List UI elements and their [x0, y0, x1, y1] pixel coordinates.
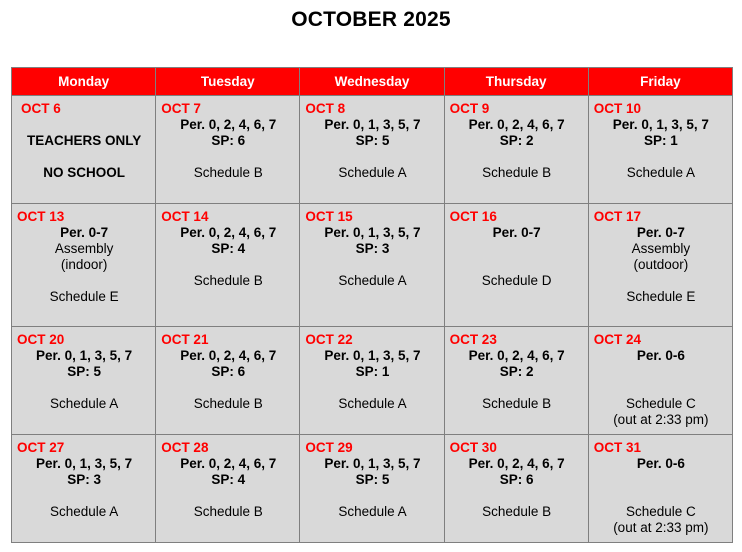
line-spacer: [594, 364, 728, 380]
line-spacer: [17, 117, 151, 133]
day-cell-content: [300, 204, 443, 289]
day-detail-line: Assembly: [54, 241, 114, 256]
day-cell-content: [445, 327, 588, 412]
day-cell-content: [589, 204, 732, 305]
calendar-week-row: [12, 204, 733, 327]
day-cell-content: [12, 96, 155, 181]
day-date-label: OCT 30: [449, 440, 497, 455]
day-detail-line: Schedule A: [49, 504, 119, 519]
day-detail-line: (out at 2:33 pm): [613, 520, 709, 535]
day-detail-line: Schedule A: [338, 396, 407, 411]
day-detail-line: SP: 3: [67, 472, 101, 487]
day-detail-line: Schedule B: [193, 165, 263, 180]
day-detail-line: Per. 0, 1, 3, 5, 7: [324, 117, 421, 132]
day-date-label: OCT 7: [161, 101, 201, 116]
line-spacer: [305, 257, 439, 273]
day-date-label: OCT 23: [449, 332, 497, 347]
day-detail-line: (indoor): [60, 257, 108, 272]
day-date-label: OCT 16: [449, 209, 497, 224]
day-detail-line: Per. 0, 2, 4, 6, 7: [468, 456, 565, 471]
day-detail-line: Schedule C: [625, 504, 696, 519]
day-cell-content: [300, 327, 443, 412]
day-detail-line: Schedule E: [626, 289, 696, 304]
calendar-day-cell: [588, 204, 732, 327]
calendar-day-cell: [156, 327, 300, 435]
calendar-day-cell: [12, 204, 156, 327]
page-title: OCTOBER 2025: [291, 8, 451, 31]
day-cell-content: [156, 96, 299, 181]
weekday-header-row: [12, 68, 733, 96]
day-cell-content: [12, 204, 155, 305]
day-detail-line: Schedule A: [338, 165, 407, 180]
line-spacer: [305, 149, 439, 165]
day-date-label: OCT 13: [17, 209, 65, 224]
day-detail-line: Per. 0-7: [636, 225, 685, 240]
day-detail-line: TEACHERS ONLY: [26, 133, 142, 148]
day-date-label: OCT 8: [305, 101, 346, 116]
day-detail-line: Schedule A: [49, 396, 119, 411]
line-spacer: [450, 380, 584, 396]
calendar-day-cell: [588, 96, 732, 204]
day-date-label: OCT 20: [17, 332, 65, 347]
calendar-week-row: [12, 327, 733, 435]
day-date-label: OCT 17: [593, 209, 642, 224]
calendar-day-cell: [588, 435, 732, 543]
day-detail-line: Per. 0, 1, 3, 5, 7: [324, 225, 421, 240]
day-detail-line: SP: 4: [211, 472, 246, 487]
calendar-week-row: [12, 435, 733, 543]
day-cell-content: [589, 435, 732, 536]
calendar-day-cell: [444, 204, 588, 327]
day-detail-line: Schedule B: [193, 273, 263, 288]
day-detail-line: SP: 3: [355, 241, 390, 256]
calendar-day-cell: [300, 204, 444, 327]
day-detail-line: SP: 2: [499, 133, 534, 148]
day-detail-line: Schedule B: [482, 396, 552, 411]
line-spacer: [161, 488, 295, 504]
day-detail-line: Per. 0, 1, 3, 5, 7: [36, 456, 133, 471]
line-spacer: [305, 380, 439, 396]
day-date-label: OCT 29: [305, 440, 353, 455]
day-detail-line: Per. 0, 1, 3, 5, 7: [36, 348, 133, 363]
day-detail-line: Per. 0-7: [60, 225, 109, 240]
day-date-label: OCT 21: [161, 332, 209, 347]
day-detail-line: Per. 0, 1, 3, 5, 7: [324, 456, 421, 471]
day-detail-line: SP: 2: [499, 364, 534, 379]
calendar-day-cell: [156, 204, 300, 327]
calendar-day-cell: [156, 435, 300, 543]
day-detail-line: Assembly: [631, 241, 691, 256]
line-spacer: [17, 149, 151, 165]
day-cell-content: [445, 96, 588, 181]
day-cell-content: [445, 435, 588, 520]
day-detail-line: Schedule A: [338, 273, 407, 288]
calendar-week-row: [12, 96, 733, 204]
day-detail-line: Schedule B: [482, 165, 552, 180]
day-detail-line: SP: 5: [355, 133, 390, 148]
day-detail-line: SP: 1: [355, 364, 390, 379]
calendar-day-cell: [12, 96, 156, 204]
day-detail-line: Per. 0, 2, 4, 6, 7: [468, 117, 565, 132]
day-cell-content: [12, 435, 155, 520]
day-cell-content: [156, 435, 299, 520]
line-spacer: [17, 380, 151, 396]
day-cell-content: [589, 96, 732, 181]
day-detail-line: (outdoor): [633, 257, 689, 272]
day-detail-line: Per. 0-6: [636, 348, 685, 363]
day-detail-line: Per. 0, 1, 3, 5, 7: [612, 117, 709, 132]
calendar-body: [12, 96, 733, 543]
weekday-header-tuesday: Tuesday: [156, 68, 300, 96]
calendar-day-cell: [12, 327, 156, 435]
day-detail-line: Schedule B: [193, 396, 263, 411]
line-spacer: [161, 380, 295, 396]
day-date-label: OCT 15: [305, 209, 353, 224]
line-spacer: [17, 488, 151, 504]
day-detail-line: (out at 2:33 pm): [613, 412, 709, 427]
line-spacer: [450, 257, 584, 273]
day-detail-line: SP: 5: [67, 364, 101, 379]
day-date-label: OCT 14: [161, 209, 209, 224]
day-detail-line: Per. 0-7: [492, 225, 541, 240]
day-detail-line: Schedule B: [482, 504, 552, 519]
day-cell-content: [589, 327, 732, 428]
day-detail-line: Per. 0, 2, 4, 6, 7: [180, 348, 277, 363]
line-spacer: [450, 488, 584, 504]
calendar-day-cell: [300, 435, 444, 543]
day-date-label: OCT 31: [593, 440, 642, 455]
calendar-day-cell: [588, 327, 732, 435]
line-spacer: [450, 241, 584, 257]
day-detail-line: Per. 0, 2, 4, 6, 7: [468, 348, 565, 363]
line-spacer: [305, 488, 439, 504]
calendar-day-cell: [300, 96, 444, 204]
day-date-label: OCT 6: [21, 101, 61, 116]
day-detail-line: Per. 0, 2, 4, 6, 7: [180, 225, 277, 240]
day-cell-content: [12, 327, 155, 412]
calendar-day-cell: [444, 327, 588, 435]
day-detail-line: Per. 0, 2, 4, 6, 7: [180, 456, 277, 471]
day-detail-line: SP: 6: [499, 472, 534, 487]
calendar-day-cell: [444, 96, 588, 204]
day-date-label: OCT 28: [161, 440, 209, 455]
day-cell-content: [156, 204, 299, 289]
day-detail-line: SP: 6: [211, 133, 246, 148]
day-cell-content: [300, 435, 443, 520]
calendar-day-cell: [444, 435, 588, 543]
weekday-header-thursday: Thursday: [444, 68, 588, 96]
line-spacer: [450, 149, 584, 165]
day-date-label: OCT 22: [305, 332, 353, 347]
calendar-table: [11, 67, 733, 543]
day-detail-line: SP: 5: [355, 472, 390, 487]
day-cell-content: [156, 327, 299, 412]
day-detail-line: NO SCHOOL: [43, 165, 125, 180]
day-detail-line: Schedule A: [626, 165, 695, 180]
day-detail-line: Per. 0-6: [636, 456, 685, 471]
line-spacer: [594, 149, 728, 165]
day-detail-line: Schedule E: [49, 289, 119, 304]
day-cell-content: [445, 204, 588, 289]
day-detail-line: Schedule D: [481, 273, 552, 288]
day-detail-line: Schedule C: [625, 396, 696, 411]
calendar-day-cell: [156, 96, 300, 204]
line-spacer: [594, 380, 728, 396]
line-spacer: [594, 488, 728, 504]
day-cell-content: [300, 96, 443, 181]
day-date-label: OCT 9: [449, 101, 490, 116]
calendar-day-cell: [12, 435, 156, 543]
line-spacer: [594, 273, 728, 289]
day-detail-line: Per. 0, 1, 3, 5, 7: [324, 348, 421, 363]
weekday-header-friday: Friday: [588, 68, 732, 96]
line-spacer: [594, 472, 728, 488]
day-detail-line: Per. 0, 2, 4, 6, 7: [180, 117, 277, 132]
day-detail-line: SP: 1: [643, 133, 678, 148]
calendar-day-cell: [300, 327, 444, 435]
line-spacer: [161, 257, 295, 273]
day-detail-line: SP: 6: [211, 364, 246, 379]
day-date-label: OCT 27: [17, 440, 65, 455]
line-spacer: [161, 149, 295, 165]
day-detail-line: Schedule B: [193, 504, 263, 519]
day-detail-line: Schedule A: [338, 504, 407, 519]
day-date-label: OCT 24: [593, 332, 642, 347]
weekday-header-wednesday: Wednesday: [300, 68, 444, 96]
day-date-label: OCT 10: [593, 101, 642, 116]
line-spacer: [17, 273, 151, 289]
weekday-header-monday: Monday: [12, 68, 156, 96]
day-detail-line: SP: 4: [211, 241, 246, 256]
